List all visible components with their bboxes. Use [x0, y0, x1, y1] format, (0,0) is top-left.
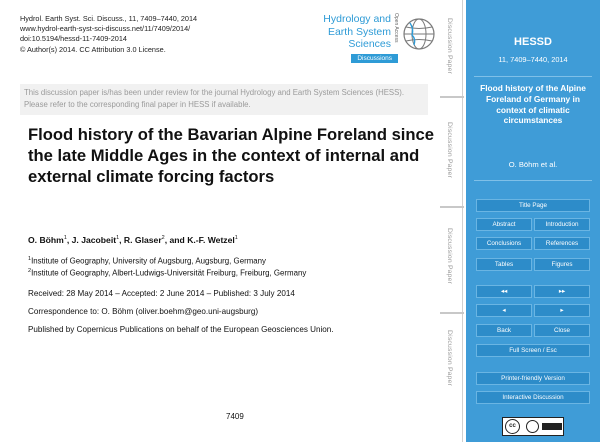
sidebar-divider [474, 180, 592, 181]
abstract-button[interactable]: Abstract [476, 218, 532, 231]
strip-label: Discussion Paper [446, 228, 453, 285]
author: R. Glaser [123, 235, 162, 245]
navigation-sidebar [466, 0, 600, 442]
strip-separator [440, 312, 464, 314]
strip-separator [440, 96, 464, 98]
attribution-icon [526, 420, 539, 433]
figures-button[interactable]: Figures [534, 258, 590, 271]
correspondence: Correspondence to: O. Böhm (oliver.boehm@geo.uni-augsburg) [28, 307, 259, 316]
sidebar-journal: HESSD [514, 36, 552, 48]
fullscreen-button[interactable]: Full Screen / Esc [476, 344, 590, 357]
journal-logo [312, 11, 436, 67]
review-notice: This discussion paper is/has been under review for the journal Hydrology and Earth System Sciences (HESS). Please refer to the corresponding final paper in HESS if available. [20, 84, 428, 115]
strip-divider [462, 0, 463, 442]
interactive-discussion-button[interactable]: Interactive Discussion [476, 391, 590, 404]
affiliation: $^1$Institute of Geography, University of Augsburg, Augsburg, Germany [28, 256, 267, 266]
license-text: © Author(s) 2014. CC Attribution 3.0 License. [20, 44, 166, 54]
cc-icon: cc [505, 419, 520, 434]
paper-title: Flood history of the Bavarian Alpine Foreland since the late Middle Ages in the context of internal and external climate forcing factors [28, 125, 434, 186]
cc-license-badge[interactable] [502, 417, 564, 436]
back-button[interactable]: Back [476, 324, 532, 337]
affiliation: $^2$Institute of Geography, Albert-Ludwigs-Universität Freiburg, Freiburg, Germany [28, 268, 307, 278]
sidebar-short-title: Flood history of the Alpine Foreland of Germany in context of climatic circumstances [480, 83, 586, 126]
previous-page-button[interactable]: ◂ [476, 304, 532, 317]
paper-url[interactable]: www.hydrol-earth-syst-sci-discuss.net/11/7409/2014/ [20, 24, 191, 34]
printer-friendly-button[interactable]: Printer-friendly Version [476, 372, 590, 385]
logo-discussions-badge: Discussions [351, 54, 398, 63]
strip-label: Discussion Paper [446, 18, 453, 75]
introduction-button[interactable]: Introduction [534, 218, 590, 231]
next-page-button[interactable]: ▸ [534, 304, 590, 317]
conclusions-button[interactable]: Conclusions [476, 237, 532, 250]
globe-icon [402, 17, 436, 51]
first-page-button[interactable]: ◂◂ [476, 285, 532, 298]
logo-wordmark: Hydrology and Earth System Sciences [323, 13, 391, 50]
author: O. Böhm [28, 235, 64, 245]
citation: Hydrol. Earth Syst. Sci. Discuss., 11, 7409–7440, 2014 [20, 14, 198, 23]
sidebar-divider [474, 76, 592, 77]
author-list: O. Böhm$^1$, J. Jacobeit$^1$, R. Glaser$^2$, and K.-F. Wetzel$^1$ [28, 235, 238, 245]
strip-label: Discussion Paper [446, 122, 453, 179]
strip-label: Discussion Paper [446, 330, 453, 387]
by-label [542, 423, 562, 430]
close-button[interactable]: Close [534, 324, 590, 337]
citation-block [20, 14, 197, 55]
author: K.-F. Wetzel [187, 235, 235, 245]
strip-separator [440, 206, 464, 208]
doi[interactable]: doi:10.5194/hessd-11-7409-2014 [20, 34, 127, 44]
title-page-button[interactable]: Title Page [476, 199, 590, 212]
sidebar-volume: 11, 7409–7440, 2014 [498, 55, 568, 64]
publisher-note: Published by Copernicus Publications on behalf of the European Geosciences Union. [28, 325, 334, 334]
author: J. Jacobeit [71, 235, 117, 245]
references-button[interactable]: References [534, 237, 590, 250]
tables-button[interactable]: Tables [476, 258, 532, 271]
dates: Received: 28 May 2014 – Accepted: 2 June 2014 – Published: 3 July 2014 [28, 289, 295, 298]
page-number: 7409 [226, 412, 244, 421]
last-page-button[interactable]: ▸▸ [534, 285, 590, 298]
open-access-label: Open Access [393, 13, 399, 43]
sidebar-author: O. Böhm et al. [508, 160, 558, 169]
